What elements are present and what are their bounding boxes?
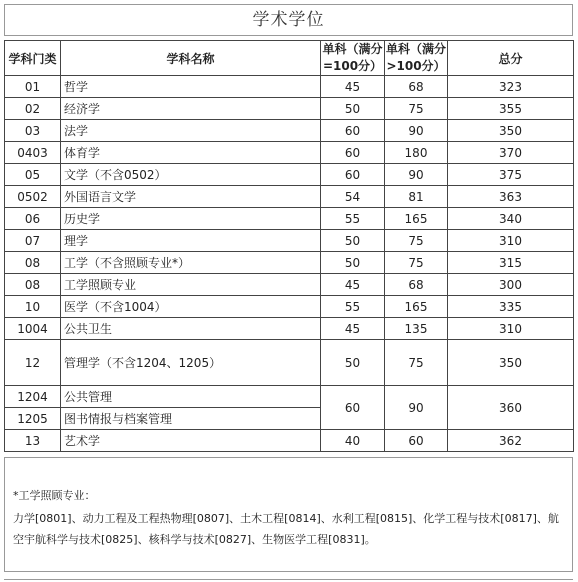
cell-name: 外国语言文学 — [61, 186, 321, 208]
notes-content: 力学[0801]、动力工程及工程热物理[0807]、土木工程[0814]、水利工程[0815]、化学工程与技术[0817]、航空宇航科学与技术[0825]、核科学与技术[0827]、生物医学工程[0831]。 — [13, 512, 559, 546]
cell-total: 335 — [448, 296, 574, 318]
header-code: 学科门类 — [5, 41, 61, 76]
cell-single-over-100: 68 — [385, 274, 448, 296]
table-body — [5, 76, 574, 452]
cell-code: 1204 — [5, 386, 61, 408]
table-row — [5, 340, 574, 386]
cell-single-100: 50 — [321, 98, 385, 120]
cell-single-100: 60 — [321, 164, 385, 186]
cell-single-over-100: 165 — [385, 208, 448, 230]
cell-single-over-100: 81 — [385, 186, 448, 208]
cell-single-over-100: 68 — [385, 76, 448, 98]
cell-single-100: 45 — [321, 76, 385, 98]
cell-name: 工学照顾专业 — [61, 274, 321, 296]
cell-single-100: 55 — [321, 208, 385, 230]
cell-single-over-100: 75 — [385, 230, 448, 252]
cell-single-over-100: 180 — [385, 142, 448, 164]
cell-name: 理学 — [61, 230, 321, 252]
cell-single-over-100: 135 — [385, 318, 448, 340]
table-row — [5, 252, 574, 274]
cell-name: 经济学 — [61, 98, 321, 120]
cell-single-100: 50 — [321, 252, 385, 274]
header-name: 学科名称 — [61, 41, 321, 76]
table-row — [5, 164, 574, 186]
cell-code: 08 — [5, 252, 61, 274]
cell-total: 310 — [448, 230, 574, 252]
header-single-100-line1: 单科（满分 — [322, 42, 383, 56]
cell-single-over-100: 165 — [385, 296, 448, 318]
cell-code: 13 — [5, 430, 61, 452]
cell-name: 图书情报与档案管理 — [61, 408, 321, 430]
cell-total: 375 — [448, 164, 574, 186]
cell-total: 310 — [448, 318, 574, 340]
notes-box — [4, 457, 573, 572]
cell-single-100: 50 — [321, 230, 385, 252]
cell-code: 1205 — [5, 408, 61, 430]
table-header-row — [5, 41, 574, 76]
cell-single-100: 40 — [321, 430, 385, 452]
header-total: 总分 — [448, 41, 574, 76]
cell-single-over-100: 90 — [385, 120, 448, 142]
cell-single-over-100-merged: 90 — [385, 386, 448, 430]
table-row — [5, 274, 574, 296]
cell-total: 362 — [448, 430, 574, 452]
table-row — [5, 120, 574, 142]
table-row — [5, 430, 574, 452]
bottom-divider — [4, 579, 573, 580]
table-row — [5, 76, 574, 98]
table-row — [5, 386, 574, 408]
cell-name: 体育学 — [61, 142, 321, 164]
header-single-100 — [321, 41, 385, 76]
cell-single-100: 50 — [321, 340, 385, 386]
section-title: 学术学位 — [4, 4, 573, 36]
cell-total: 323 — [448, 76, 574, 98]
cell-code: 12 — [5, 340, 61, 386]
cell-total: 300 — [448, 274, 574, 296]
cell-single-100: 45 — [321, 274, 385, 296]
cell-total: 350 — [448, 120, 574, 142]
table-row — [5, 208, 574, 230]
cell-name: 公共卫生 — [61, 318, 321, 340]
cell-single-100: 60 — [321, 142, 385, 164]
cell-total-merged: 360 — [448, 386, 574, 430]
cell-name: 工学（不含照顾专业*） — [61, 252, 321, 274]
cell-single-100: 60 — [321, 120, 385, 142]
cell-total: 350 — [448, 340, 574, 386]
table-row — [5, 142, 574, 164]
cell-single-over-100: 90 — [385, 164, 448, 186]
cell-code: 1004 — [5, 318, 61, 340]
header-single-over-100-line1: 单科（满分 — [385, 42, 446, 56]
header-single-over-100 — [385, 41, 448, 76]
table-row — [5, 296, 574, 318]
cell-code: 03 — [5, 120, 61, 142]
cell-code: 07 — [5, 230, 61, 252]
cell-single-100: 55 — [321, 296, 385, 318]
cell-code: 08 — [5, 274, 61, 296]
cell-single-100-merged: 60 — [321, 386, 385, 430]
score-table — [4, 40, 574, 452]
cell-code: 10 — [5, 296, 61, 318]
cell-single-100: 45 — [321, 318, 385, 340]
cell-total: 355 — [448, 98, 574, 120]
cell-total: 370 — [448, 142, 574, 164]
cell-code: 0502 — [5, 186, 61, 208]
cell-code: 06 — [5, 208, 61, 230]
cell-single-over-100: 75 — [385, 98, 448, 120]
cell-code: 01 — [5, 76, 61, 98]
header-single-100-line2: =100分） — [322, 59, 383, 73]
cell-name: 公共管理 — [61, 386, 321, 408]
cell-single-over-100: 75 — [385, 252, 448, 274]
cell-total: 315 — [448, 252, 574, 274]
header-single-over-100-line2: >100分） — [386, 59, 446, 73]
cell-single-over-100: 75 — [385, 340, 448, 386]
cell-name: 历史学 — [61, 208, 321, 230]
table-row — [5, 230, 574, 252]
cell-name: 文学（不含0502） — [61, 164, 321, 186]
cell-code: 05 — [5, 164, 61, 186]
cell-code: 0403 — [5, 142, 61, 164]
page-frame — [4, 4, 573, 578]
cell-name: 法学 — [61, 120, 321, 142]
notes-title: *工学照顾专业： — [13, 489, 96, 502]
cell-single-over-100: 60 — [385, 430, 448, 452]
table-row — [5, 318, 574, 340]
cell-name: 哲学 — [61, 76, 321, 98]
cell-total: 363 — [448, 186, 574, 208]
cell-single-100: 54 — [321, 186, 385, 208]
table-row — [5, 186, 574, 208]
cell-name: 管理学（不含1204、1205） — [61, 340, 321, 386]
cell-name: 医学（不含1004） — [61, 296, 321, 318]
cell-code: 02 — [5, 98, 61, 120]
cell-total: 340 — [448, 208, 574, 230]
cell-name: 艺术学 — [61, 430, 321, 452]
table-row — [5, 98, 574, 120]
